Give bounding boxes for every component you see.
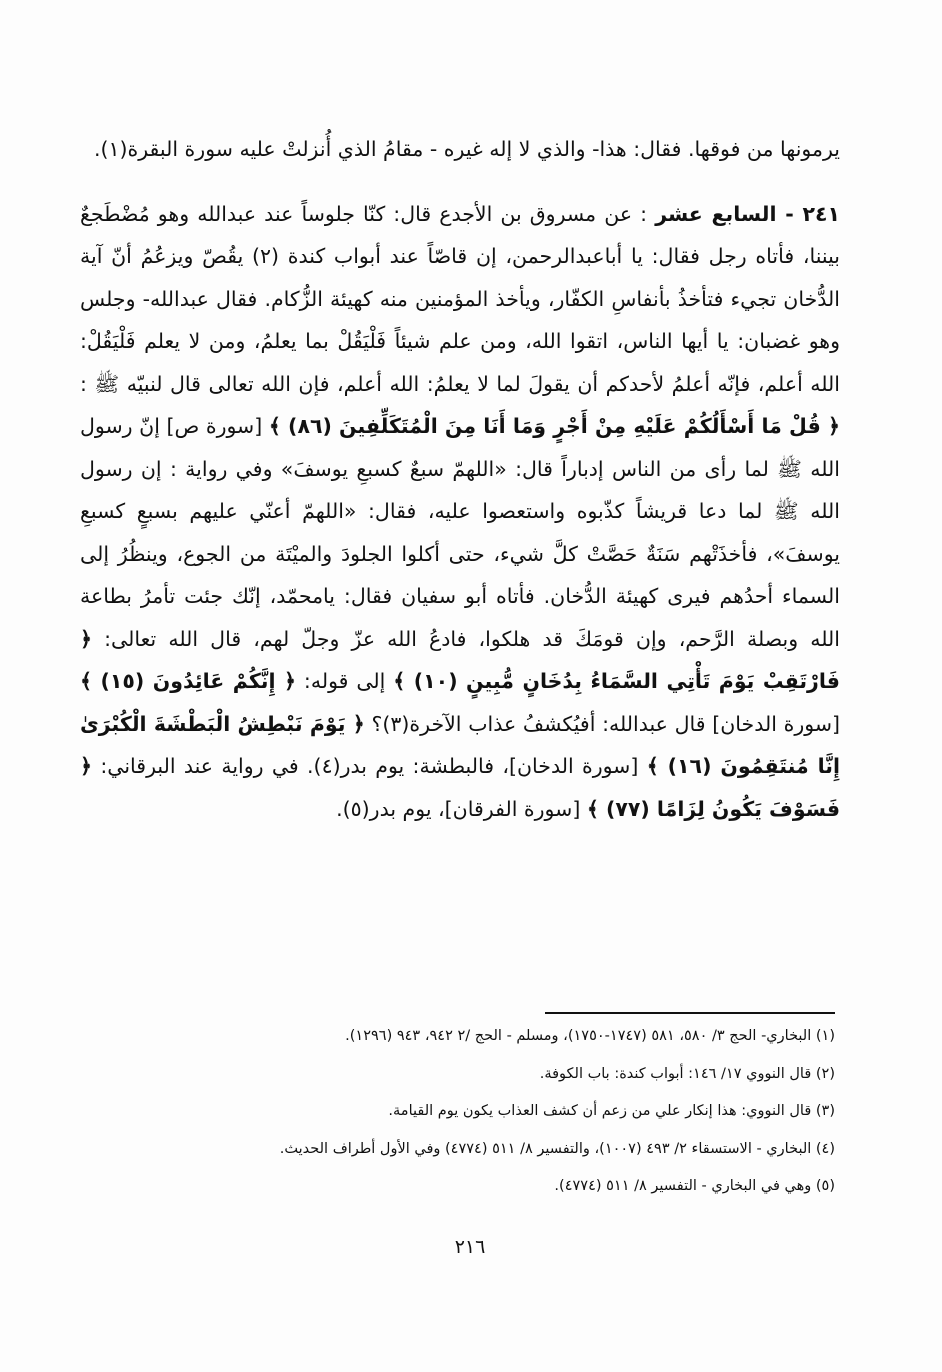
footnotes xyxy=(180,1018,835,1206)
hadith-text-part: [سورة الدخان] قال عبدالله: أفيُكشفُ عذاب الآخرة(٣)؟ xyxy=(371,711,840,736)
hadith-text-part: إلى قوله: xyxy=(303,669,386,693)
quran-verse: ﴿ يَوْمَ نَبْطِشُ الْبَطْشَةَ الْكُبْرَىٰ إِنَّا مُنتَقِمُونَ (١٦) ﴾ xyxy=(80,711,840,778)
quran-verse: ﴿ فَارْتَقِبْ يَوْمَ تَأْتِي السَّمَاءُ بِدُخَانٍ مُّبِينٍ (١٠) ﴾ xyxy=(80,626,840,693)
quran-verse: ﴿ إِنَّكُمْ عَائِدُونَ (١٥) ﴾ xyxy=(80,669,297,693)
hadith-number: ٢٤١ - السابع عشر xyxy=(655,201,840,226)
footnote-5: (٥) وهي في البخاري - التفسير ٨/ ٥١١ (٤٧٧٤). xyxy=(554,1178,835,1194)
page-number: ٢١٦ xyxy=(454,1236,486,1258)
hadith-241 xyxy=(80,193,840,831)
footnote-3: (٣) قال النووي: هذا إنكار علي من زعم أن كشف العذاب يكون يوم القيامة. xyxy=(388,1103,835,1119)
hadith-text-part: : عن مسروق بن الأجدع قال: كنّا جلوساً عند عبدالله وهو مُضْطَجعٌ بيننا، فأتاه رجل فقال: يا أباعبدالرحمن، إن قاصّاً عند أبواب كندة (٢) يقُصّ ويزعُمُ أنّ آية الدُّخان تجيء فتأخذُ بأنفاسِ الكفّار، ويأخذ المؤمنين منه كهيئة الزُّكام. فقال عبدالله- وجلس وهو غضبان: يا أيها الناس، اتقوا الله، ومن علم شيئاً فَلْيَقُلْ بما يعلمُ، ومن لا يعلم فَلْيَقُلْ: الله أعلم، فإنّه أعلمُ لأحدكم أن يقولَ لما لا يعلمُ: الله أعلم، فإن الله تعالى قال لنبيّه ﷺ : xyxy=(80,201,840,396)
main-text xyxy=(80,128,840,830)
footnote-2: (٢) قال النووي ١٧/ ١٤٦: أبواب كندة: باب الكوفة. xyxy=(539,1065,835,1082)
quran-verse: ﴿ فَسَوْفَ يَكُونُ لِزَامًا (٧٧) ﴾ xyxy=(80,754,840,821)
previous-hadith-ending: يرمونها من فوقها. فقال: هذا- والذي لا إله غيره - مقامُ الذي أُنزلتْ عليه سورة البقرة(١). xyxy=(93,137,840,161)
footnote-1: (١) البخاري- الحج ٣/ ٥٨٠، ٥٨١ (١٧٤٧-١٧٥٠)، ومسلم - الحج /٢ ٩٤٢، ٩٤٣ (١٢٩٦). xyxy=(345,1028,835,1044)
footnote-divider xyxy=(545,1012,835,1014)
footnote-4: (٤) البخاري - الاستسقاء ٢/ ٤٩٣ (١٠٠٧)، والتفسير ٨/ ٥١١ (٤٧٧٤) وفي الأول أطراف الحديث. xyxy=(279,1140,835,1157)
hadith-text-part: [سورة الفرقان]، يوم بدر(٥). xyxy=(336,796,581,821)
quran-verse: ﴿ قُلْ مَا أَسْأَلُكُمْ عَلَيْهِ مِنْ أَجْرٍ وَمَا أَنَا مِنَ الْمُتَكَلِّفِينَ (٨٦) ﴾ xyxy=(268,414,840,438)
hadith-text-part: [سورة الدخان]، فالبطشة: يوم بدر(٤). في رواية عند البرقاني: xyxy=(100,754,639,778)
hadith-text-part: [سورة ص] إنّ رسول الله ﷺ لما رأى من الناس إدباراً قال: «اللهمّ سبعٌ كسبعِ يوسفَ» وفي رواية : إن رسول الله ﷺ لما دعا قريشاً كذّبوه واستعصوا عليه، فقال: «اللهمّ أعنّي عليهم بسبعٍ كسبعِ يوسفَ»، فأخذَتْهم سَنَةٌ حَصَّتْ كلَّ شيء، حتى أكلوا الجلودَ والميْتَة من الجوع، وينظُرُ إلى السماء أحدُهم فيرى كهيئة الدُّخان. فأتاه أبو سفيان فقال: يامحمّد، إنّك جئت تأمرُ بطاعة الله وبصلة الرَّحم، وإن قومَكَ قد هلكوا، فادعُ الله عزّ وجلّ لهم، قال الله تعالى: xyxy=(80,414,840,651)
